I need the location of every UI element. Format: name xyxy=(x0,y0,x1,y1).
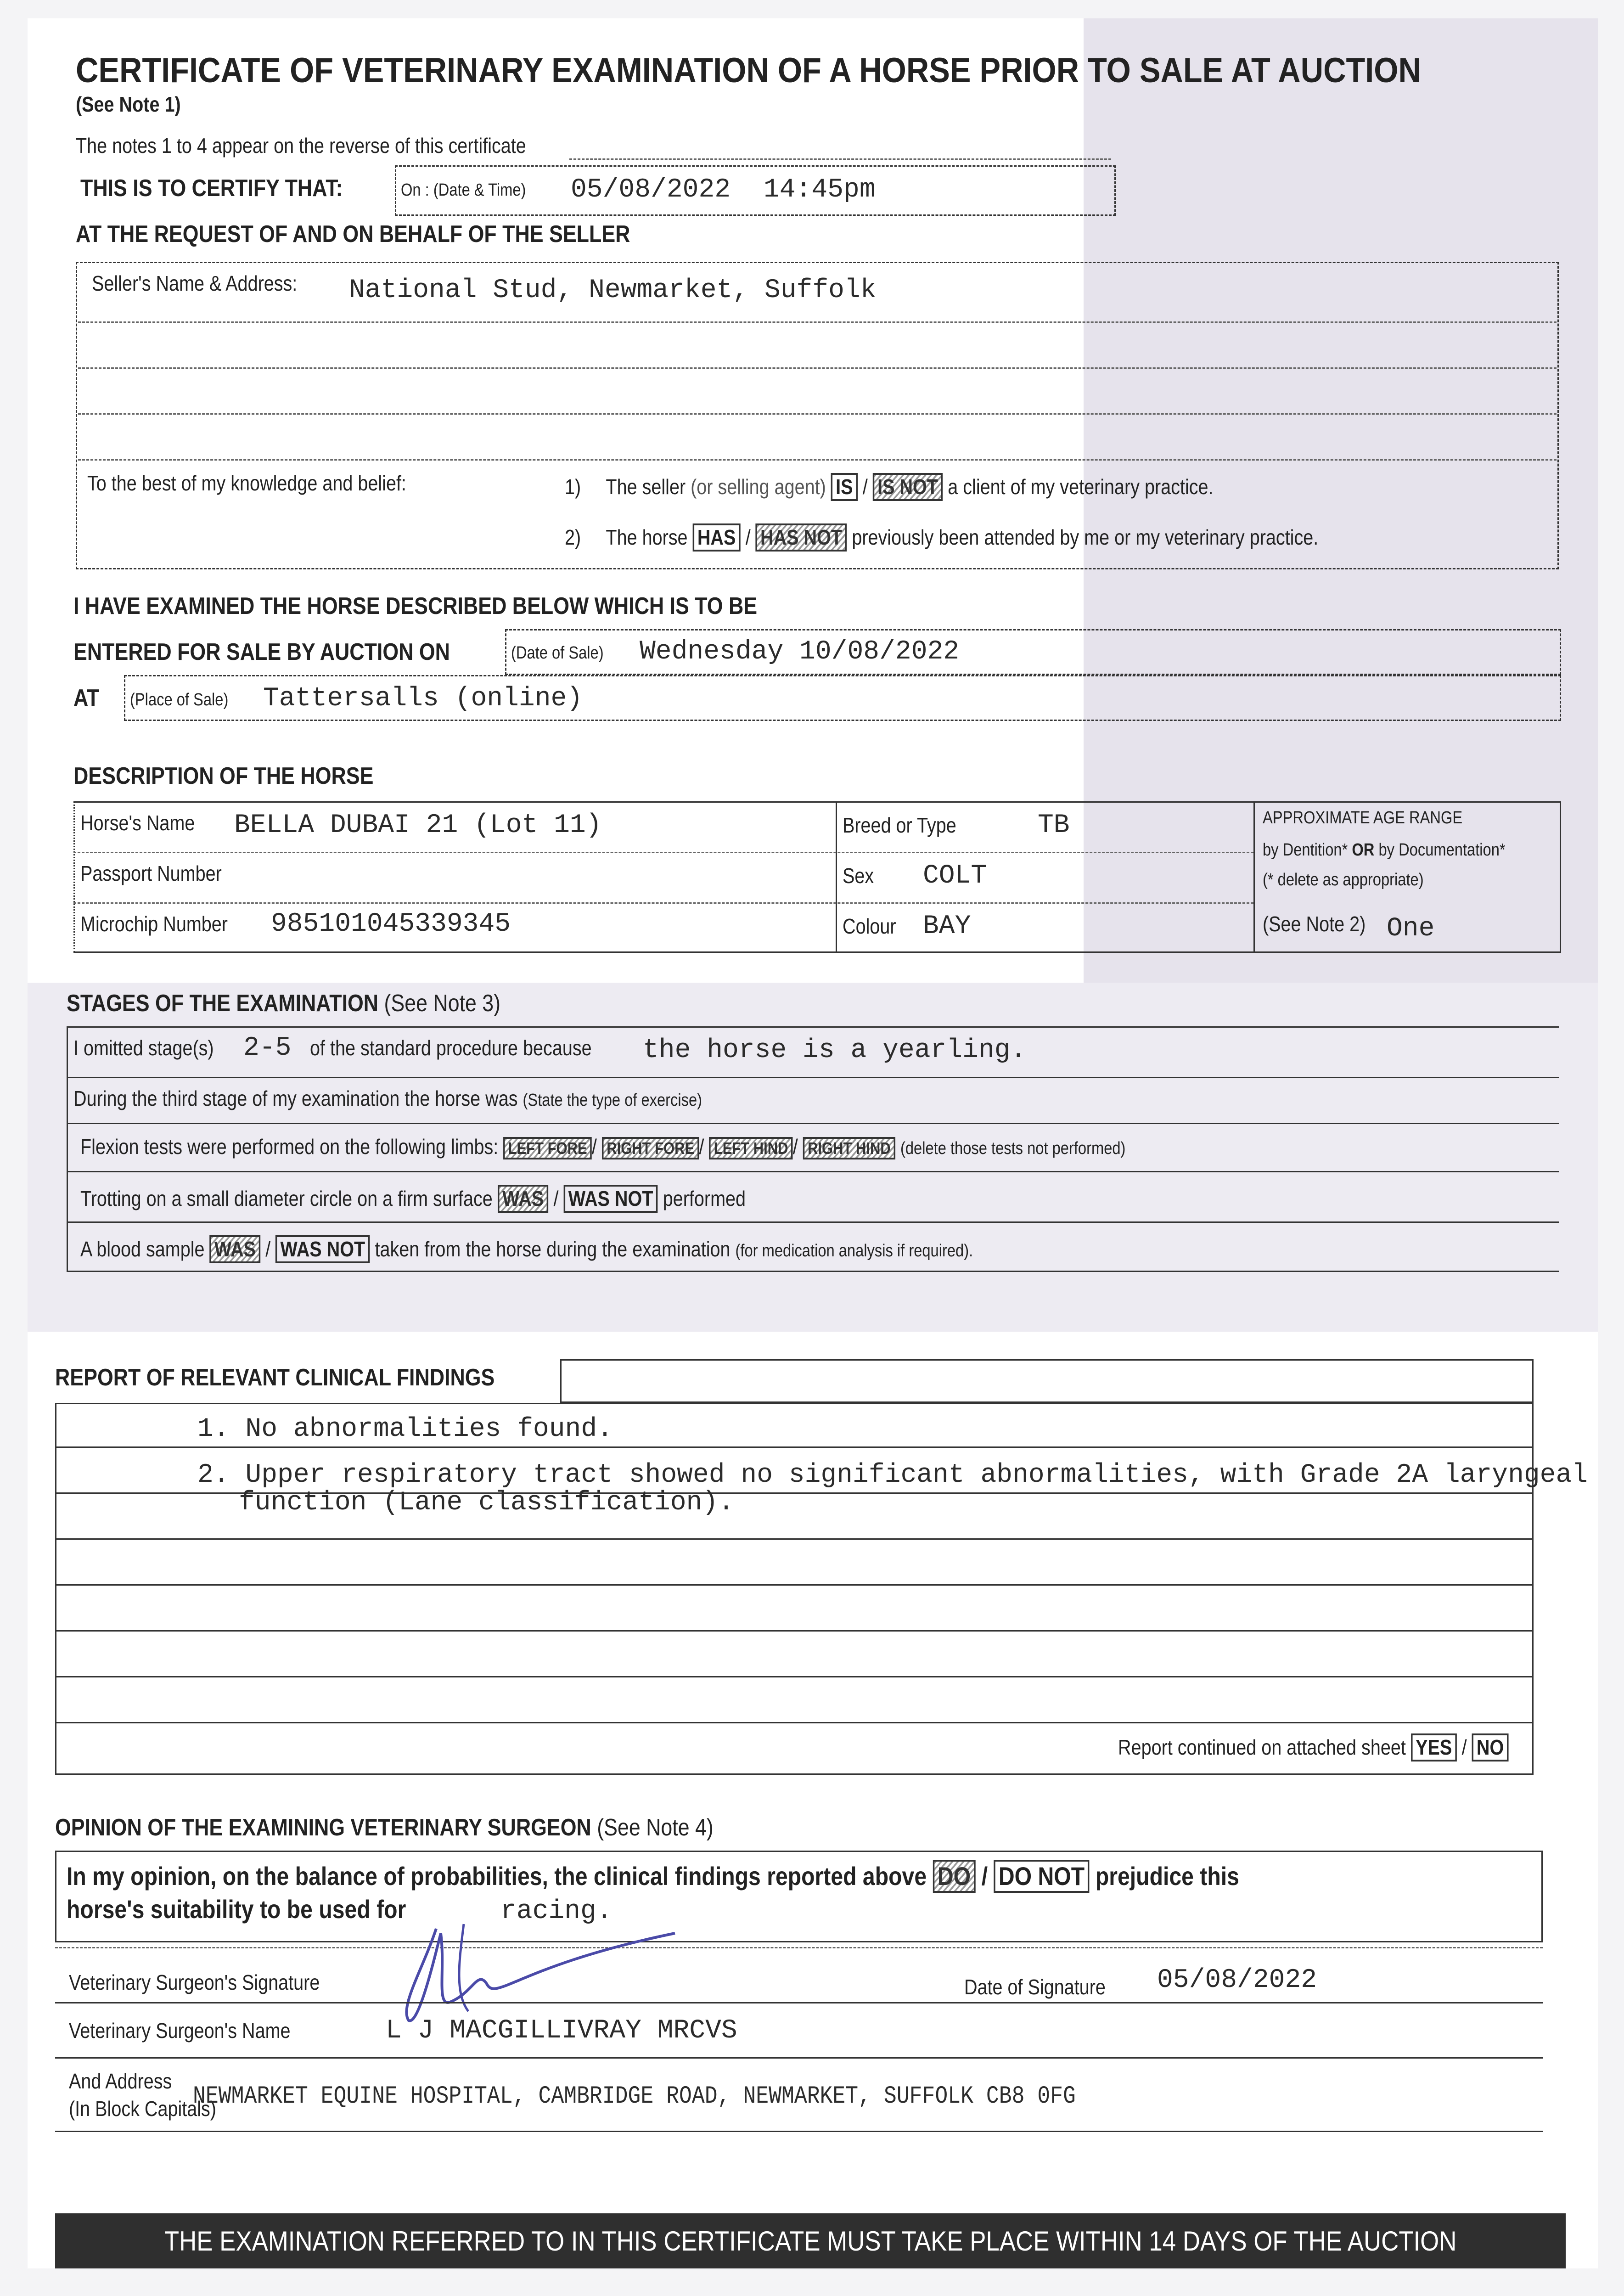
notes-reference: The notes 1 to 4 appear on the reverse of this certificate xyxy=(76,134,526,158)
blood-sample-row: A blood sample WAS / WAS NOT taken from the horse during the examination (for medication analysis if required). xyxy=(80,1235,973,1263)
seller-name-label: Seller's Name & Address: xyxy=(92,271,298,295)
flexion-tests-row: Flexion tests were performed on the following limbs: LEFT FORE / RIGHT FORE / LEFT HIND / RIGHT HIND (delete those tests not performed) xyxy=(80,1134,1125,1159)
footer-banner: THE EXAMINATION REFERRED TO IN THIS CERTIFICATE MUST TAKE PLACE WITHIN 14 DAYS OF THE AUCTION xyxy=(55,2213,1566,2268)
opinion-heading: OPINION OF THE EXAMINING VETERINARY SURGEON (See Note 4) xyxy=(55,1814,714,1841)
opinion-statement: In my opinion, on the balance of probabilities, the clinical findings reported above DO / DO NOT prejudice this xyxy=(67,1860,1239,1893)
blood-was-option[interactable]: WAS xyxy=(210,1235,261,1263)
report-line-7 xyxy=(55,1722,1534,1723)
horse-has-not-option[interactable]: HAS NOT xyxy=(756,523,847,551)
sale-date-value: Wednesday 10/08/2022 xyxy=(640,637,960,667)
stages-row-line-2 xyxy=(67,1123,1559,1124)
seller-is-option[interactable]: IS xyxy=(831,473,858,501)
seller-line-1 xyxy=(78,321,1557,323)
third-stage-label: During the third stage of my examination the horse was (State the type of exercise) xyxy=(73,1086,702,1110)
horse-description-heading: DESCRIPTION OF THE HORSE xyxy=(73,763,374,789)
passport-label: Passport Number xyxy=(80,861,222,885)
age-see-note: (See Note 2) xyxy=(1263,912,1366,936)
report-line-1 xyxy=(55,1446,1534,1448)
address-block-capitals-label: (In Block Capitals) xyxy=(69,2097,216,2121)
microchip-label: Microchip Number xyxy=(80,912,228,936)
horse-row-line-2 xyxy=(73,902,1253,904)
trotting-was-not-option[interactable]: WAS NOT xyxy=(563,1185,657,1213)
sale-date-label: (Date of Sale) xyxy=(511,643,604,663)
trotting-row: Trotting on a small diameter circle on a firm surface WAS / WAS NOT performed xyxy=(80,1185,746,1213)
age-range-heading: APPROXIMATE AGE RANGE xyxy=(1263,808,1463,827)
omitted-reason-value[interactable]: the horse is a yearling. xyxy=(643,1035,1027,1065)
omitted-because-label: of the standard procedure because xyxy=(310,1036,592,1060)
auction-heading: ENTERED FOR SALE BY AUCTION ON xyxy=(73,639,450,665)
age-delete-note: (* delete as appropriate) xyxy=(1263,870,1424,889)
statement-2: 2) The horse HAS / HAS NOT previously been attended by me or my veterinary practice. xyxy=(565,523,1318,551)
sale-place-value: Tattersalls (online) xyxy=(263,684,583,714)
trotting-was-option[interactable]: WAS xyxy=(498,1185,549,1213)
exam-time-value: 14:45pm xyxy=(764,175,876,205)
colour-value[interactable]: BAY xyxy=(923,912,971,941)
sale-place-label: (Place of Sale) xyxy=(130,690,229,709)
examined-heading: I HAVE EXAMINED THE HORSE DESCRIBED BELOW WHICH IS TO BE xyxy=(73,593,758,619)
finding-2-line-2[interactable]: function (Lane classification). xyxy=(239,1488,734,1518)
age-value[interactable]: One xyxy=(1387,914,1435,944)
flexion-left-fore-option[interactable]: LEFT FORE xyxy=(503,1137,592,1159)
opinion-use-value[interactable]: racing. xyxy=(500,1896,613,1926)
opinion-do-not-option[interactable]: DO NOT xyxy=(994,1860,1090,1893)
sex-label: Sex xyxy=(843,864,874,888)
certificate-page xyxy=(28,18,1598,2268)
see-note-1: (See Note 1) xyxy=(76,92,181,116)
flexion-right-fore-option[interactable]: RIGHT FORE xyxy=(602,1137,699,1159)
omitted-stage-label: I omitted stage(s) xyxy=(73,1036,214,1060)
notes-underline xyxy=(569,158,1111,160)
report-findings-box xyxy=(55,1403,1534,1775)
horse-name-label: Horse's Name xyxy=(80,811,195,835)
seller-is-not-option[interactable]: IS NOT xyxy=(873,473,943,501)
horse-has-option[interactable]: HAS xyxy=(693,523,741,551)
stages-row-line-4 xyxy=(67,1221,1559,1223)
flexion-right-hind-option[interactable]: RIGHT HIND xyxy=(803,1137,895,1159)
report-heading: REPORT OF RELEVANT CLINICAL FINDINGS xyxy=(55,1364,495,1391)
date-of-signature-label: Date of Signature xyxy=(964,1975,1106,1999)
finding-1[interactable]: 1. No abnormalities found. xyxy=(197,1414,613,1444)
omitted-stage-value[interactable]: 2-5 xyxy=(243,1033,292,1063)
horse-row-line-1 xyxy=(73,852,1253,853)
report-line-4 xyxy=(55,1584,1534,1586)
report-header-field xyxy=(560,1359,1534,1403)
certify-label: THIS IS TO CERTIFY THAT: xyxy=(80,175,343,202)
exam-datetime-field[interactable] xyxy=(395,165,1116,216)
signature-bottom-line xyxy=(55,2002,1543,2003)
report-line-5 xyxy=(55,1630,1534,1632)
at-label: AT xyxy=(73,685,100,711)
seller-line-3 xyxy=(78,413,1557,415)
signature-label: Veterinary Surgeon's Signature xyxy=(69,1970,320,1994)
sex-value[interactable]: COLT xyxy=(923,861,987,891)
colour-label: Colour xyxy=(843,914,896,938)
seller-line-2 xyxy=(78,367,1557,369)
stages-row-line-3 xyxy=(67,1171,1559,1172)
blood-was-not-option[interactable]: WAS NOT xyxy=(275,1235,370,1263)
horse-name-value[interactable]: BELLA DUBAI 21 (Lot 11) xyxy=(234,810,602,840)
date-of-signature-value[interactable]: 05/08/2022 xyxy=(1157,1965,1317,1995)
report-line-3 xyxy=(55,1538,1534,1540)
sale-place-field[interactable] xyxy=(124,675,1561,721)
exam-date-value: 05/08/2022 xyxy=(571,175,731,205)
opinion-suitability: horse's suitability to be used for xyxy=(67,1895,406,1924)
horse-col-divider-2 xyxy=(1253,801,1255,953)
request-heading: AT THE REQUEST OF AND ON BEHALF OF THE SELLER xyxy=(76,221,630,248)
horse-col-divider-1 xyxy=(836,801,837,953)
knowledge-label: To the best of my knowledge and belief: xyxy=(87,471,406,495)
signature-top-line xyxy=(55,1947,1543,1948)
age-range-method: by Dentition* OR by Documentation* xyxy=(1263,840,1506,860)
surgeon-name-label: Veterinary Surgeon's Name xyxy=(69,2019,291,2043)
continued-no-option[interactable]: NO xyxy=(1472,1733,1509,1761)
finding-2-line-1[interactable]: 2. Upper respiratory tract showed no significant abnormalities, with Grade 2A laryngeal xyxy=(197,1460,1588,1490)
surgeon-name-value[interactable]: L J MACGILLIVRAY MRCVS xyxy=(386,2016,737,2046)
flexion-left-hind-option[interactable]: LEFT HIND xyxy=(709,1137,792,1159)
microchip-value[interactable]: 985101045339345 xyxy=(271,909,511,939)
statement-1: 1) The seller (or selling agent) IS / IS NOT a client of my veterinary practice. xyxy=(565,473,1214,501)
sale-date-field[interactable] xyxy=(505,629,1561,675)
report-line-6 xyxy=(55,1676,1534,1677)
seller-line-4 xyxy=(78,459,1557,461)
seller-name-value[interactable]: National Stud, Newmarket, Suffolk xyxy=(349,276,877,305)
opinion-do-option[interactable]: DO xyxy=(933,1860,976,1893)
on-date-time-label: On : (Date & Time) xyxy=(401,180,526,200)
address-bottom-line xyxy=(55,2131,1543,2132)
report-continued-row: Report continued on attached sheet YES / NO xyxy=(1118,1733,1509,1761)
certificate-title: CERTIFICATE OF VETERINARY EXAMINATION OF A HORSE PRIOR TO SALE AT AUCTION xyxy=(76,51,1421,90)
name-bottom-line xyxy=(55,2057,1543,2059)
address-label: And Address xyxy=(69,2069,172,2093)
breed-label: Breed or Type xyxy=(843,813,956,837)
stages-row-line-1 xyxy=(67,1077,1559,1078)
breed-value[interactable]: TB xyxy=(1038,810,1070,840)
address-value[interactable]: NEWMARKET EQUINE HOSPITAL, CAMBRIDGE ROAD, NEWMARKET, SUFFOLK CB8 0FG xyxy=(193,2082,1076,2110)
continued-yes-option[interactable]: YES xyxy=(1411,1733,1457,1761)
stages-heading: STAGES OF THE EXAMINATION (See Note 3) xyxy=(67,990,501,1017)
